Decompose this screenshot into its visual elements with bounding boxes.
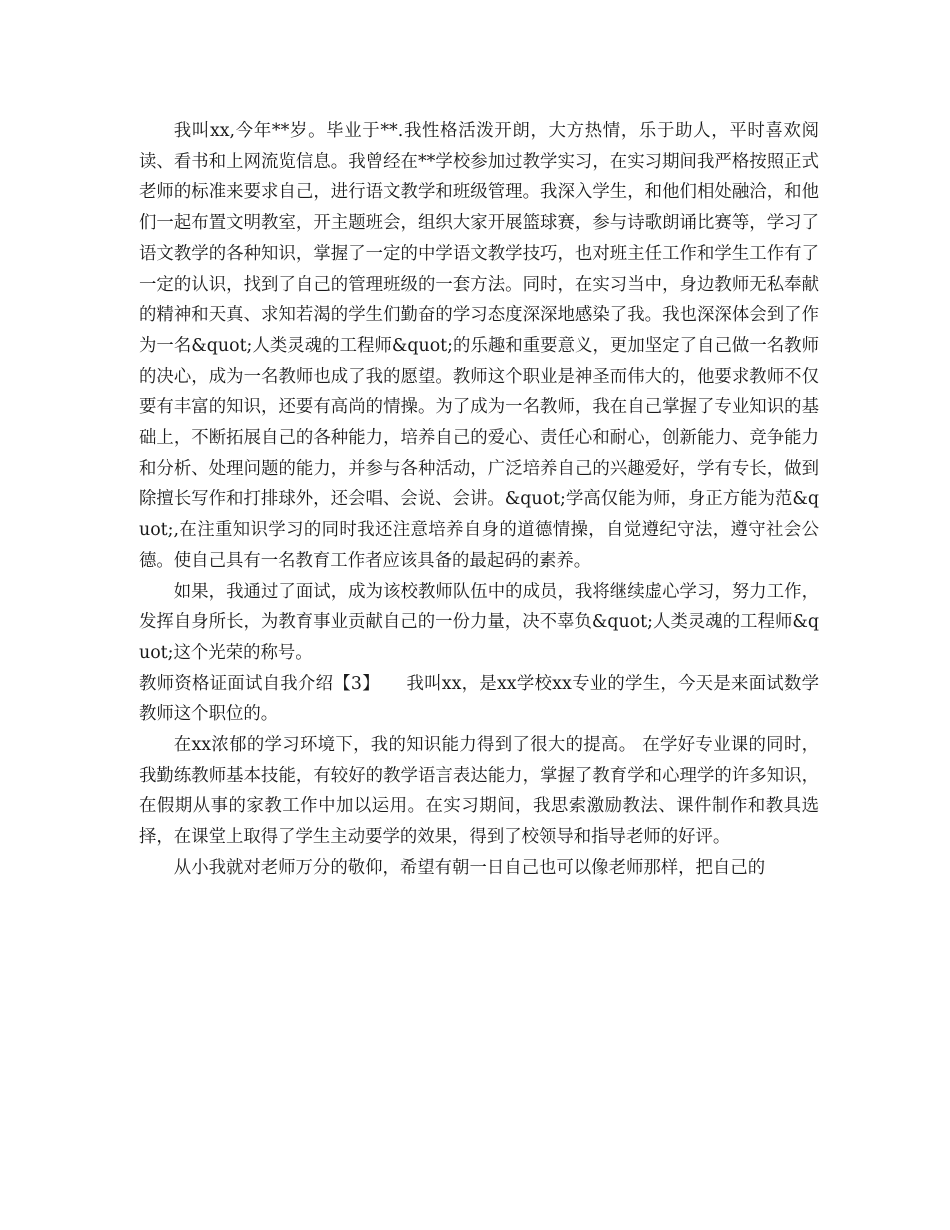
paragraph-5: 从小我就对老师万分的敬仰，希望有朝一日自己也可以像老师那样，把自己的 [173,857,766,878]
paragraph-3-section-heading: 教师资格证面试自我介绍【3】 我叫xx，是xx学校xx专业的学生，今天是来面试数学教师这个职位的。 [139,673,819,725]
paragraph-2: 如果，我通过了面试，成为该校教师队伍中的成员，我将继续虚心学习，努力工作，发挥自身所长，为教育事业贡献自己的一份力量，决不辜负&quot;人类灵魂的工程师&quot;这个光荣的称号。 [139,581,819,663]
paragraph-4: 在xx浓郁的学习环境下，我的知识能力得到了很大的提高。 在学好专业课的同时，我勤练教师基本技能，有较好的教学语言表达能力，掌握了教育学和心理学的许多知识，在假期从事的家教工作中加以运用。在实习期间，我思索激励教法、课件制作和教具选择，在课堂上取得了学生主动要学的效果，得到了校领导和指导老师的好评。 [139,735,819,848]
paragraph-1: 我叫xx,今年**岁。毕业于**.我性格活泼开朗，大方热情，乐于助人，平时喜欢阅读、看书和上网流览信息。我曾经在**学校参加过教学实习，在实习期间我严格按照正式老师的标准来要求自己，进行语文教学和班级管理。我深入学生，和他们相处融洽，和他们一起布置文明教室，开主题班会，组织大家开展篮球赛，参与诗歌朗诵比赛等，学习了语文教学的各种知识，掌握了一定的中学语文教学技巧，也对班主任工作和学生工作有了一定的认识，找到了自己的管理班级的一套方法。同时，在实习当中，身边教师无私奉献的精神和天真、求知若渴的学生们勤奋的学习态度深深地感染了我。我也深深体会到了作为一名&quot;人类灵魂的工程师&quot;的乐趣和重要意义，更加坚定了自己做一名教师的决心，成为一名教师也成了我的愿望。教师这个职业是神圣而伟大的，他要求教师不仅要有丰富的知识，还要有高尚的情操。为了成为一名教师，我在自己掌握了专业知识的基础上，不断拓展自己的各种能力，培养自己的爱心、责任心和耐心，创新能力、竞争能力和分析、处理问题的能力，并参与各种活动，广泛培养自己的兴趣爱好，学有专长，做到除擅长写作和打排球外，还会唱、会说、会讲。&quot;学高仅能为师，身正方能为范&quot;,在注重知识学习的同时我还注意培养自身的道德情操，自觉遵纪守法，遵守社会公德。使自己具有一名教育工作者应该具备的最起码的素养。 [139,121,819,571]
document-body [139,116,819,884]
